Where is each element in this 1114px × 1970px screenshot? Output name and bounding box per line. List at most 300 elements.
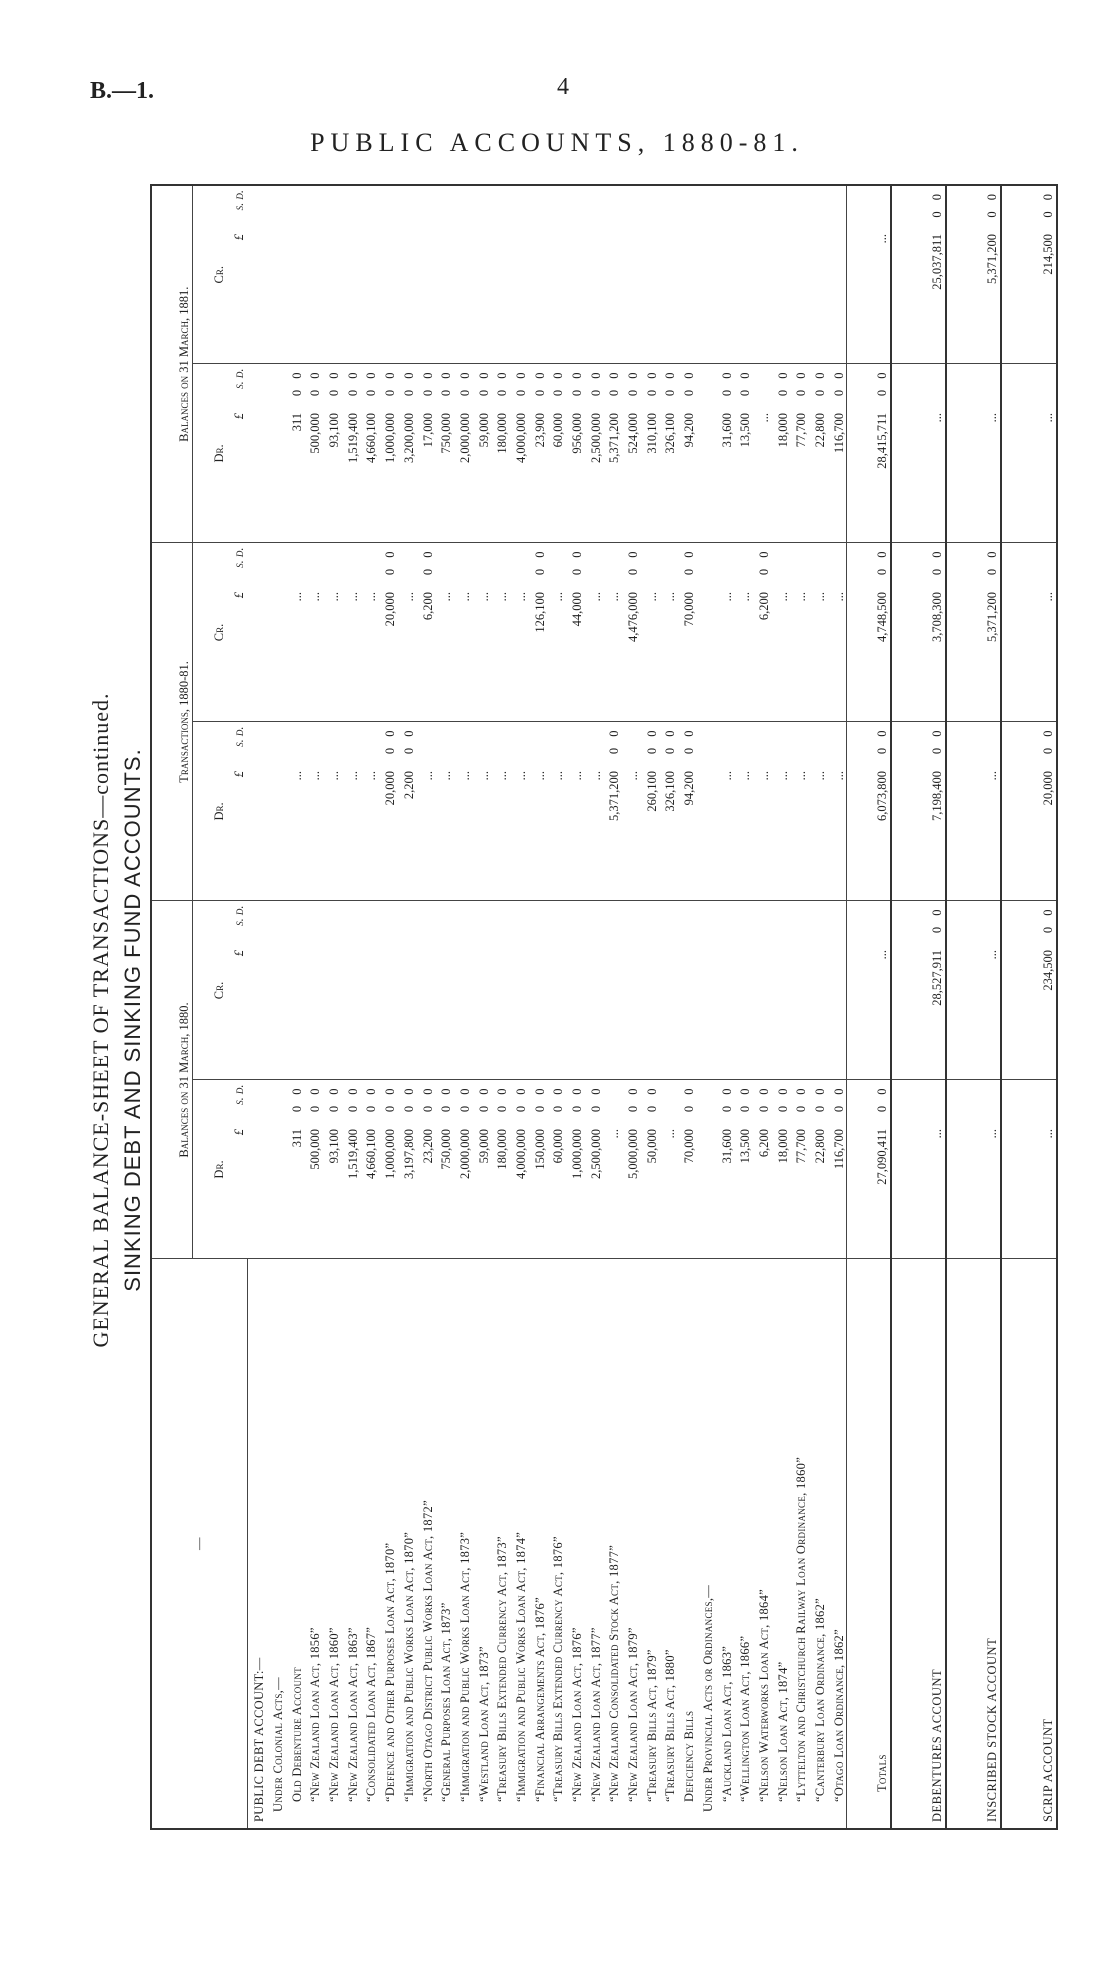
table-row (491, 185, 510, 1829)
amount-pounds: 5,371,200 (946, 588, 1001, 722)
amount-pounds: 4,748,500 (846, 588, 890, 722)
amount-pounds (247, 588, 266, 722)
table-row (640, 185, 659, 1829)
amount-pounds: 3,197,800 (397, 1125, 416, 1259)
amount-shillings-pence: 0 0 (812, 1084, 827, 1113)
amount-shillings-pence (603, 543, 622, 588)
table-body (247, 185, 1057, 1829)
amount-shillings-pence: 0 0 (420, 547, 435, 576)
amount-shillings-pence: 0 0 (719, 1084, 734, 1113)
amount-shillings-pence (453, 543, 472, 588)
amount-shillings-pence (659, 901, 678, 946)
amount-pounds (547, 230, 566, 364)
amount-pounds: ... (752, 767, 771, 901)
amount-pounds: ... (584, 588, 603, 722)
amount-shillings-pence (266, 1080, 285, 1125)
amount-shillings-pence: 0 0 (644, 726, 659, 755)
amount-shillings-pence (677, 901, 696, 946)
amount-pounds: 93,100 (322, 1125, 341, 1259)
amount-shillings-pence: 0 0 (308, 368, 323, 397)
amount-pounds: ... (790, 767, 809, 901)
amount-pounds (827, 946, 846, 1080)
amount-shillings-pence: 0 0 (495, 1084, 510, 1113)
amount-pounds (696, 409, 715, 543)
amount-shillings-pence (659, 1080, 678, 1125)
amount-pounds (266, 230, 285, 364)
amount-pounds (266, 588, 285, 722)
row-label: “Treasury Bills Act, 1879” (644, 1649, 659, 1802)
amount-shillings-pence: 0 0 (476, 368, 491, 397)
amount-pounds: 94,200 (677, 409, 696, 543)
amount-shillings-pence (435, 901, 454, 946)
amount-shillings-pence (734, 185, 753, 230)
amount-pounds: ... (360, 588, 379, 722)
amount-pounds (565, 946, 584, 1080)
amount-pounds (528, 946, 547, 1080)
amount-pounds (378, 946, 397, 1080)
amount-shillings-pence (790, 185, 809, 230)
amount-pounds: ... (808, 588, 827, 722)
amount-pounds: 6,200 (416, 588, 435, 722)
amount-pounds: 28,415,711 (846, 409, 890, 543)
amount-pounds: 310,100 (640, 409, 659, 543)
amount-shillings-pence (247, 722, 266, 767)
amount-pounds: 18,000 (771, 409, 790, 543)
amount-pounds (565, 230, 584, 364)
table-row (435, 185, 454, 1829)
table-row (734, 185, 753, 1829)
amount-pounds: ... (472, 767, 491, 901)
unit-sd: s. d. (232, 189, 246, 211)
amount-shillings-pence: 0 0 (946, 543, 1001, 588)
amount-pounds: 2,200 (397, 767, 416, 901)
amount-pounds: ... (285, 767, 304, 901)
amount-shillings-pence (827, 722, 846, 767)
amount-shillings-pence (322, 185, 341, 230)
amount-shillings-pence (509, 185, 528, 230)
row-label: “General Purposes Loan Act, 1873” (439, 1602, 454, 1802)
amount-pounds (696, 1125, 715, 1259)
amount-pounds: ... (771, 767, 790, 901)
row-label: “Immigration and Public Works Loan Act, 1874” (513, 1531, 528, 1802)
amount-pounds: 77,700 (790, 409, 809, 543)
amount-shillings-pence: 0 0 (644, 1084, 659, 1113)
amount-pounds: 94,200 (677, 767, 696, 901)
amount-pounds (696, 946, 715, 1080)
amount-shillings-pence (341, 901, 360, 946)
amount-pounds: ... (715, 767, 734, 901)
row-label: “New Zealand Loan Act, 1863” (345, 1627, 360, 1802)
amount-pounds: 150,000 (528, 1125, 547, 1259)
main-title: PUBLIC ACCOUNTS, 1880-81. (310, 128, 804, 157)
amount-pounds: 7,198,400 (891, 767, 946, 901)
amount-pounds: ... (640, 588, 659, 722)
amount-pounds: 260,100 (640, 767, 659, 901)
table-row (528, 185, 547, 1829)
amount-pounds: 956,000 (565, 409, 584, 543)
table-row (808, 185, 827, 1829)
unit-sd: s. d. (232, 368, 246, 389)
amount-shillings-pence: 0 0 (1001, 901, 1057, 946)
amount-shillings-pence: 0 0 (846, 1080, 890, 1125)
amount-pounds (472, 946, 491, 1080)
amount-shillings-pence (509, 722, 528, 767)
header-cr: Cr. (193, 901, 228, 1080)
amount-pounds: ... (946, 946, 1001, 1080)
amount-shillings-pence: 0 0 (891, 185, 946, 230)
amount-shillings-pence: 0 0 (846, 722, 890, 767)
amount-pounds: ... (547, 588, 566, 722)
amount-pounds (621, 946, 640, 1080)
amount-shillings-pence (285, 901, 304, 946)
row-label: DEBENTURES ACCOUNT (891, 1259, 946, 1829)
amount-shillings-pence: 0 0 (846, 364, 890, 409)
amount-pounds (771, 946, 790, 1080)
amount-shillings-pence (491, 901, 510, 946)
amount-pounds: 31,600 (715, 1125, 734, 1259)
amount-shillings-pence (621, 185, 640, 230)
amount-shillings-pence: 0 0 (756, 1084, 771, 1113)
amount-shillings-pence: 0 0 (588, 1084, 603, 1113)
table-row (509, 185, 528, 1829)
amount-shillings-pence (304, 543, 323, 588)
amount-pounds (771, 230, 790, 364)
amount-shillings-pence (565, 722, 584, 767)
amount-shillings-pence: 0 0 (831, 368, 846, 397)
amount-shillings-pence: 0 0 (532, 547, 547, 576)
amount-pounds: ... (341, 588, 360, 722)
amount-shillings-pence (341, 543, 360, 588)
document-code: B.—1. (90, 78, 155, 104)
amount-shillings-pence (696, 543, 715, 588)
amount-shillings-pence (715, 185, 734, 230)
amount-pounds: ... (752, 409, 771, 543)
table-row (304, 185, 323, 1829)
table-row (696, 185, 715, 1829)
amount-shillings-pence: 0 0 (439, 368, 454, 397)
amount-pounds (491, 946, 510, 1080)
amount-shillings-pence: 0 0 (383, 726, 398, 755)
table-row (378, 185, 397, 1829)
amount-pounds (341, 230, 360, 364)
amount-pounds (322, 946, 341, 1080)
row-label: “Auckland Loan Act, 1863” (719, 1645, 734, 1802)
amount-pounds (640, 946, 659, 1080)
amount-pounds: ... (472, 588, 491, 722)
amount-shillings-pence (603, 901, 622, 946)
amount-shillings-pence (696, 364, 715, 409)
amount-pounds: 1,519,400 (341, 409, 360, 543)
amount-shillings-pence (341, 185, 360, 230)
header-balances-1881: Balances on 31 March, 1881. (151, 185, 193, 543)
amount-shillings-pence: 0 0 (719, 368, 734, 397)
amount-pounds (266, 409, 285, 543)
row-label: “Nelson Loan Act, 1874” (775, 1661, 790, 1802)
amount-pounds: 4,476,000 (621, 588, 640, 722)
amount-shillings-pence (378, 901, 397, 946)
amount-pounds: ... (734, 767, 753, 901)
row-label: PUBLIC DEBT ACCOUNT:— (252, 1657, 267, 1822)
amount-pounds: ... (416, 767, 435, 901)
amount-pounds (640, 230, 659, 364)
amount-shillings-pence (247, 901, 266, 946)
unit-sd: s. d. (232, 726, 246, 747)
table-row (547, 185, 566, 1829)
amount-pounds: 6,200 (752, 1125, 771, 1259)
amount-shillings-pence: 0 0 (846, 543, 890, 588)
amount-shillings-pence (547, 901, 566, 946)
amount-shillings-pence (547, 185, 566, 230)
amount-shillings-pence: 0 0 (812, 368, 827, 397)
amount-pounds: 3,200,000 (397, 409, 416, 543)
amount-shillings-pence (584, 185, 603, 230)
amount-shillings-pence (360, 185, 379, 230)
amount-pounds (603, 946, 622, 1080)
amount-pounds (435, 946, 454, 1080)
table-row (677, 185, 696, 1829)
header-cr: Cr. (193, 185, 228, 364)
amount-shillings-pence: 0 0 (891, 901, 946, 946)
amount-shillings-pence (621, 722, 640, 767)
amount-pounds (247, 767, 266, 901)
amount-shillings-pence (322, 543, 341, 588)
amount-pounds (752, 230, 771, 364)
amount-shillings-pence (946, 722, 1001, 767)
amount-pounds (659, 946, 678, 1080)
amount-shillings-pence: 0 0 (513, 1084, 528, 1113)
amount-shillings-pence: 0 0 (420, 368, 435, 397)
amount-shillings-pence: 0 0 (738, 368, 753, 397)
account-row (946, 185, 1001, 1829)
amount-pounds (509, 230, 528, 364)
amount-shillings-pence (715, 543, 734, 588)
amount-pounds: 70,000 (677, 1125, 696, 1259)
amount-shillings-pence (808, 185, 827, 230)
amount-pounds: ... (528, 767, 547, 901)
amount-shillings-pence: 0 0 (607, 368, 622, 397)
amount-pounds: 2,500,000 (584, 1125, 603, 1259)
amount-pounds: 31,600 (715, 409, 734, 543)
unit-pound: £ (227, 767, 247, 901)
table-row (771, 185, 790, 1829)
amount-shillings-pence (808, 901, 827, 946)
row-label: “Treasury Bills Extended Currency Act, 1873” (495, 1536, 510, 1802)
amount-shillings-pence: 0 0 (457, 1084, 472, 1113)
amount-shillings-pence (790, 722, 809, 767)
amount-shillings-pence: 0 0 (439, 1084, 454, 1113)
amount-shillings-pence (640, 901, 659, 946)
table-row (360, 185, 379, 1829)
amount-shillings-pence (891, 1080, 946, 1125)
amount-shillings-pence: 0 0 (383, 368, 398, 397)
amount-shillings-pence (808, 722, 827, 767)
amount-pounds: ... (509, 588, 528, 722)
amount-pounds: 2,000,000 (453, 409, 472, 543)
amount-shillings-pence (752, 364, 771, 409)
amount-shillings-pence (491, 722, 510, 767)
amount-shillings-pence (946, 1080, 1001, 1125)
amount-shillings-pence: 0 0 (570, 1084, 585, 1113)
table-row (341, 185, 360, 1829)
amount-pounds: 4,000,000 (509, 1125, 528, 1259)
amount-shillings-pence (584, 722, 603, 767)
amount-shillings-pence (528, 722, 547, 767)
amount-shillings-pence (1001, 364, 1057, 409)
amount-shillings-pence (771, 722, 790, 767)
amount-shillings-pence: 0 0 (345, 1084, 360, 1113)
amount-pounds: 6,200 (752, 588, 771, 722)
amount-pounds: 524,000 (621, 409, 640, 543)
account-row (891, 185, 946, 1829)
table-row (247, 185, 266, 1829)
amount-shillings-pence (509, 543, 528, 588)
amount-shillings-pence: 0 0 (401, 1084, 416, 1113)
amount-shillings-pence (528, 185, 547, 230)
amount-pounds (734, 946, 753, 1080)
amount-pounds: 311 (285, 1125, 304, 1259)
amount-pounds (621, 230, 640, 364)
amount-shillings-pence (472, 543, 491, 588)
amount-shillings-pence: 0 0 (794, 1084, 809, 1113)
amount-shillings-pence (416, 185, 435, 230)
amount-pounds (715, 230, 734, 364)
amount-shillings-pence: 0 0 (401, 368, 416, 397)
amount-shillings-pence (304, 185, 323, 230)
table-row (584, 185, 603, 1829)
amount-shillings-pence (491, 185, 510, 230)
amount-shillings-pence: 0 0 (775, 368, 790, 397)
balance-sheet-title: GENERAL BALANCE-SHEET OF TRANSACTIONS—continued. (88, 692, 113, 1348)
row-label: SCRIP ACCOUNT (1001, 1259, 1057, 1829)
amount-shillings-pence (640, 543, 659, 588)
amount-pounds: ... (946, 1125, 1001, 1259)
amount-shillings-pence (734, 722, 753, 767)
table-row (603, 185, 622, 1829)
amount-shillings-pence (397, 901, 416, 946)
amount-shillings-pence: 0 0 (682, 368, 697, 397)
amount-shillings-pence (528, 901, 547, 946)
amount-shillings-pence (752, 185, 771, 230)
amount-pounds: 22,800 (808, 409, 827, 543)
row-label: “Nelson Waterworks Loan Act, 1864” (756, 1589, 771, 1802)
amount-pounds: 20,000 (378, 588, 397, 722)
amount-shillings-pence (677, 185, 696, 230)
amount-pounds (603, 230, 622, 364)
row-label: Totals (846, 1259, 890, 1829)
amount-pounds: 13,500 (734, 409, 753, 543)
amount-shillings-pence (266, 185, 285, 230)
amount-pounds (247, 946, 266, 1080)
amount-shillings-pence (603, 185, 622, 230)
amount-shillings-pence (509, 901, 528, 946)
amount-shillings-pence (266, 901, 285, 946)
table-row (752, 185, 771, 1829)
amount-pounds: ... (509, 767, 528, 901)
amount-pounds: 13,500 (734, 1125, 753, 1259)
amount-pounds (341, 946, 360, 1080)
amount-shillings-pence (322, 722, 341, 767)
amount-shillings-pence (266, 722, 285, 767)
balance-sheet-table (150, 184, 1058, 1830)
amount-shillings-pence (734, 901, 753, 946)
amount-pounds (584, 230, 603, 364)
amount-pounds (696, 588, 715, 722)
amount-pounds: 70,000 (677, 588, 696, 722)
amount-shillings-pence (453, 901, 472, 946)
amount-shillings-pence (584, 543, 603, 588)
amount-shillings-pence (453, 185, 472, 230)
amount-shillings-pence (827, 901, 846, 946)
row-label: “New Zealand Loan Act, 1876” (570, 1627, 585, 1802)
amount-pounds (808, 230, 827, 364)
amount-pounds: 23,200 (416, 1125, 435, 1259)
amount-pounds: ... (621, 767, 640, 901)
amount-shillings-pence: 0 0 (626, 547, 641, 576)
amount-pounds: 5,000,000 (621, 1125, 640, 1259)
amount-pounds (397, 230, 416, 364)
amount-pounds: ... (584, 767, 603, 901)
amount-pounds: 4,660,100 (360, 409, 379, 543)
amount-pounds: 500,000 (304, 409, 323, 543)
amount-pounds: 4,000,000 (509, 409, 528, 543)
amount-shillings-pence (547, 722, 566, 767)
amount-shillings-pence: 0 0 (345, 368, 360, 397)
row-label: “Immigration and Public Works Loan Act, 1873” (457, 1531, 472, 1802)
amount-pounds (827, 230, 846, 364)
amount-pounds: ... (304, 588, 323, 722)
amount-pounds: ... (435, 767, 454, 901)
amount-pounds: ... (547, 767, 566, 901)
amount-pounds (659, 230, 678, 364)
amount-shillings-pence (397, 543, 416, 588)
amount-shillings-pence (360, 901, 379, 946)
amount-pounds (547, 946, 566, 1080)
amount-pounds (360, 230, 379, 364)
amount-pounds: ... (322, 767, 341, 901)
amount-shillings-pence (453, 722, 472, 767)
amount-pounds: 60,000 (547, 1125, 566, 1259)
amount-shillings-pence: 0 0 (775, 1084, 790, 1113)
amount-pounds: 4,660,100 (360, 1125, 379, 1259)
amount-pounds: ... (891, 409, 946, 543)
unit-sd: s. d. (232, 905, 246, 926)
amount-shillings-pence (247, 543, 266, 588)
amount-shillings-pence (771, 185, 790, 230)
amount-shillings-pence: 0 0 (626, 1084, 641, 1113)
amount-shillings-pence: 0 0 (891, 543, 946, 588)
amount-shillings-pence (808, 543, 827, 588)
amount-pounds (491, 230, 510, 364)
table-row (827, 185, 846, 1829)
amount-pounds: ... (659, 588, 678, 722)
amount-shillings-pence (435, 722, 454, 767)
amount-pounds: ... (603, 1125, 622, 1259)
amount-shillings-pence (771, 543, 790, 588)
amount-pounds: 326,100 (659, 409, 678, 543)
table-row (715, 185, 734, 1829)
amount-pounds: 60,000 (547, 409, 566, 543)
amount-pounds: 6,073,800 (846, 767, 890, 901)
row-label: “Financial Arrangements Act, 1876” (532, 1597, 547, 1802)
unit-pound: £ (227, 946, 247, 1080)
amount-pounds: 18,000 (771, 1125, 790, 1259)
amount-pounds (378, 230, 397, 364)
amount-shillings-pence (491, 543, 510, 588)
amount-shillings-pence: 0 0 (1001, 722, 1057, 767)
amount-pounds: 5,371,200 (946, 230, 1001, 364)
amount-shillings-pence: 0 0 (663, 368, 678, 397)
amount-pounds (790, 230, 809, 364)
